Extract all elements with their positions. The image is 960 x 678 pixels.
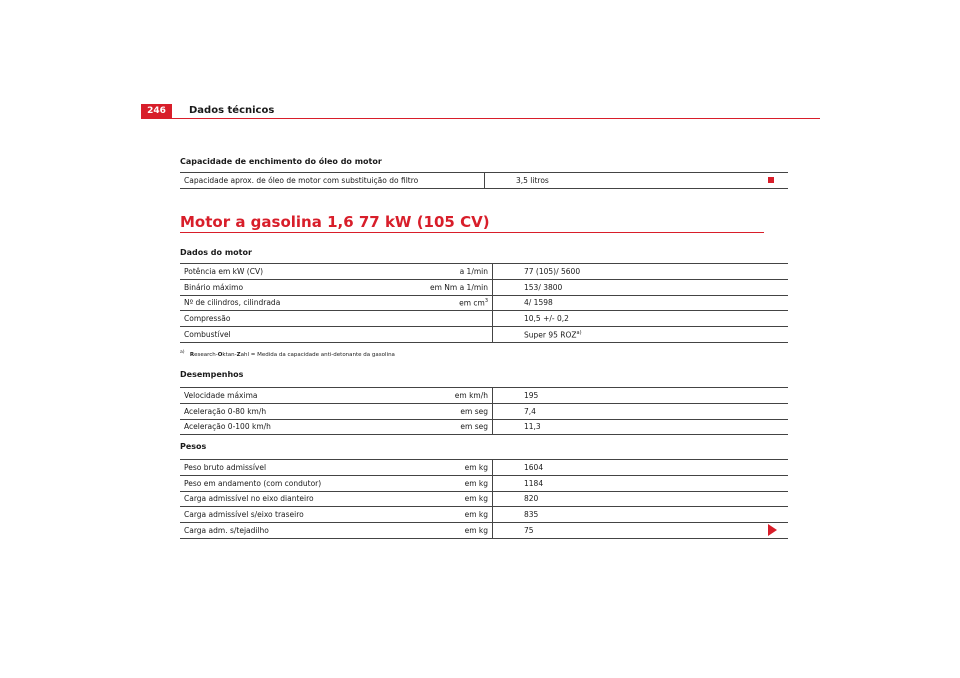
table-row [180,173,788,189]
engine-label: Potência em kW (CV) [180,264,346,280]
engine-unit [346,295,493,311]
performance-label: Aceleração 0-100 km/h [180,419,346,435]
performance-label: Velocidade máxima [180,388,346,404]
engine-label: Compressão [180,311,346,327]
weights-value: 835 [493,507,789,523]
weights-label: Peso bruto admissível [180,460,346,476]
performance-heading: Desempenhos [180,370,244,379]
performance-unit: em seg [346,403,493,419]
end-of-section-icon [768,177,774,183]
performance-unit: em km/h [346,388,493,404]
weights-unit: em kg [346,507,493,523]
performance-unit: em seg [346,419,493,435]
table-row [180,311,788,327]
section-title: Motor a gasolina 1,6 77 kW (105 CV) [180,213,490,231]
header-rule [141,118,820,119]
table-row [180,403,788,419]
engine-value [493,327,789,343]
weights-unit: em kg [346,475,493,491]
footnote-text-z: ahl = Medida da capacidade anti-detonante da gasolina [240,351,395,358]
performance-value: 7,4 [493,403,789,419]
weights-unit: em kg [346,460,493,476]
performance-label: Aceleração 0-80 km/h [180,403,346,419]
footnote-initial-r: R [189,351,195,358]
weights-unit: em kg [346,523,493,539]
performance-value: 11,3 [493,419,789,435]
performance-value: 195 [493,388,789,404]
weights-value: 1184 [493,475,789,491]
weights-label: Carga admissível no eixo dianteiro [180,491,346,507]
table-row [180,460,788,476]
footnote-ref: a) [576,329,582,336]
table-row [180,327,788,343]
continue-arrow-icon [768,524,777,536]
weights-heading: Pesos [180,442,207,451]
table-row [180,388,788,404]
footnote-text-o: ktan- [222,351,237,358]
weights-value: 1604 [493,460,789,476]
table-row [180,295,788,311]
engine-value: 77 (105)/ 5600 [493,264,789,280]
engine-value: 10,5 +/- 0,2 [493,311,789,327]
oil-label: Capacidade aprox. de óleo de motor com substituição do filtro [180,173,485,189]
engine-value-text: Super 95 ROZ [524,330,577,340]
performance-table [180,387,788,435]
footnote-initial-z: Z [236,351,241,358]
running-title: Dados técnicos [189,105,275,116]
table-row [180,475,788,491]
engine-unit: em Nm a 1/min [346,279,493,295]
engine-unit-text: em cm [459,298,485,308]
engine-label: Binário máximo [180,279,346,295]
table-row [180,507,788,523]
table-row [180,523,788,539]
table-row [180,279,788,295]
oil-heading: Capacidade de enchimento do óleo do motor [180,157,382,166]
oil-value: 3,5 litros [485,173,789,189]
weights-unit: em kg [346,491,493,507]
engine-unit: a 1/min [346,264,493,280]
weights-label: Carga admissível s/eixo traseiro [180,507,346,523]
engine-label: Nº de cilindros, cilindrada [180,295,346,311]
footnote-initial-o: O [217,351,223,358]
table-row [180,491,788,507]
weights-label: Carga adm. s/tejadilho [180,523,346,539]
footnote [180,350,395,358]
engine-label: Combustível [180,327,346,343]
table-row [180,264,788,280]
oil-table [180,172,788,189]
footnote-mark: a) [180,350,185,355]
weights-value: 820 [493,491,789,507]
weights-value: 75 [493,523,789,539]
footnote-text-r: esearch- [194,351,218,358]
table-row [180,419,788,435]
engine-unit-sup: 3 [484,298,488,305]
engine-value: 4/ 1598 [493,295,789,311]
engine-value: 153/ 3800 [493,279,789,295]
weights-label: Peso em andamento (com condutor) [180,475,346,491]
section-title-rule [180,232,764,233]
engine-table [180,263,788,343]
weights-table [180,459,788,539]
engine-unit [346,327,493,343]
page-number: 246 [141,104,172,118]
engine-heading: Dados do motor [180,248,252,257]
engine-unit [346,311,493,327]
